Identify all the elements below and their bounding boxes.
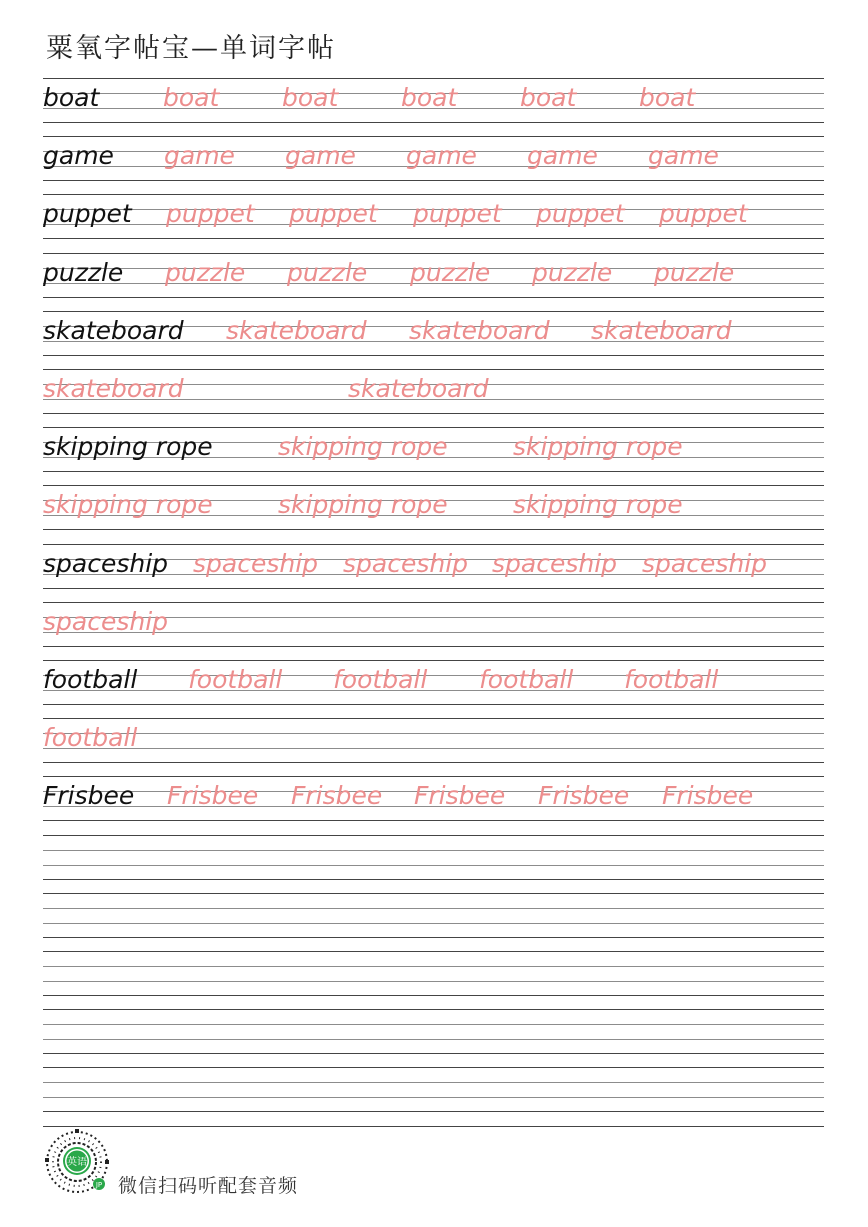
trace-word: football [43, 723, 138, 753]
trace-word: spaceship [492, 548, 618, 578]
ruling-line [43, 951, 824, 952]
trace-word: skateboard [43, 374, 184, 403]
trace-word: puppet [659, 199, 748, 229]
ruling-line [43, 981, 824, 982]
model-word: game [43, 141, 114, 171]
ruling-line [43, 1067, 824, 1068]
trace-word: puppet [166, 199, 255, 229]
word-row [43, 194, 824, 252]
trace-word: Frisbee [291, 781, 383, 811]
trace-word: game [285, 141, 356, 171]
ruling-line [43, 1024, 824, 1025]
model-word: skipping rope [43, 432, 213, 462]
ruling-line [43, 1082, 824, 1083]
trace-word: Frisbee [538, 781, 630, 811]
page-title: 粟氧字帖宝—单词字帖 [46, 33, 336, 64]
model-word: boat [43, 83, 100, 112]
word-row [43, 136, 824, 194]
trace-word: puppet [536, 199, 625, 229]
ruling-line [43, 865, 824, 866]
trace-word: puzzle [287, 257, 368, 287]
model-word: puzzle [43, 257, 124, 287]
ruling-line [43, 893, 824, 894]
trace-word: game [406, 141, 477, 171]
ruling-line [43, 1111, 824, 1112]
trace-word: skipping rope [43, 490, 213, 520]
trace-word: football [333, 665, 428, 694]
model-word: Frisbee [43, 781, 135, 811]
trace-word: skateboard [409, 315, 550, 345]
trace-word: boat [639, 83, 696, 112]
ruling-line [43, 879, 824, 880]
trace-word: boat [401, 83, 458, 112]
trace-word: Frisbee [662, 781, 754, 811]
ruling-line [43, 966, 824, 967]
trace-word: puzzle [654, 257, 735, 287]
ruling-line [43, 1009, 824, 1010]
trace-word: skipping rope [513, 490, 683, 520]
ruling-line [43, 908, 824, 909]
trace-word: game [164, 141, 235, 171]
word-row [43, 602, 824, 660]
ruling-line [43, 995, 824, 996]
trace-word: puzzle [165, 257, 246, 287]
model-word: skateboard [43, 315, 184, 345]
ruling-line [43, 1039, 824, 1040]
word-row [43, 311, 824, 369]
word-row [43, 485, 824, 543]
trace-word: game [648, 141, 719, 171]
trace-word: skateboard [591, 315, 732, 345]
trace-word: spaceship [193, 548, 319, 578]
trace-word: boat [282, 83, 339, 112]
trace-word: puppet [413, 199, 502, 229]
word-row [43, 427, 824, 485]
word-row [43, 660, 824, 718]
qr-tag-label: JP [95, 1181, 103, 1189]
trace-word: spaceship [43, 606, 169, 636]
word-row [43, 78, 824, 136]
ruling-line [43, 850, 824, 851]
trace-word: skateboard [348, 374, 489, 403]
trace-word: puppet [289, 199, 378, 229]
trace-word: boat [163, 83, 220, 112]
trace-word: skipping rope [278, 490, 448, 520]
trace-word: boat [520, 83, 577, 112]
footer [42, 1127, 442, 1199]
trace-word: skipping rope [278, 432, 448, 462]
trace-word: skateboard [226, 315, 367, 345]
qr-badge-label: 英语 [67, 1157, 87, 1168]
ruling-line [43, 1097, 824, 1098]
word-row [43, 776, 824, 834]
trace-word: spaceship [343, 548, 469, 578]
ruling-line [43, 923, 824, 924]
trace-word: spaceship [642, 548, 768, 578]
trace-word: football [188, 665, 283, 694]
footer-audio-hint: 微信扫码听配套音频 [118, 1175, 299, 1197]
trace-word: puzzle [410, 257, 491, 287]
trace-word: football [479, 665, 574, 694]
ruling-line [43, 937, 824, 938]
model-word: puppet [43, 199, 132, 229]
word-row [43, 718, 824, 776]
trace-word: game [527, 141, 598, 171]
ruling-line [43, 835, 824, 836]
model-word: spaceship [43, 548, 169, 578]
trace-word: skipping rope [513, 432, 683, 462]
model-word: football [43, 665, 138, 694]
trace-word: football [624, 665, 719, 694]
trace-word: puzzle [532, 257, 613, 287]
word-row [43, 544, 824, 602]
qr-code-icon[interactable] [42, 1127, 112, 1197]
word-row [43, 253, 824, 311]
copybook-sheet [43, 0, 824, 1227]
ruling-line [43, 1053, 824, 1054]
trace-word: Frisbee [414, 781, 506, 811]
word-row [43, 369, 824, 427]
trace-word: Frisbee [167, 781, 259, 811]
